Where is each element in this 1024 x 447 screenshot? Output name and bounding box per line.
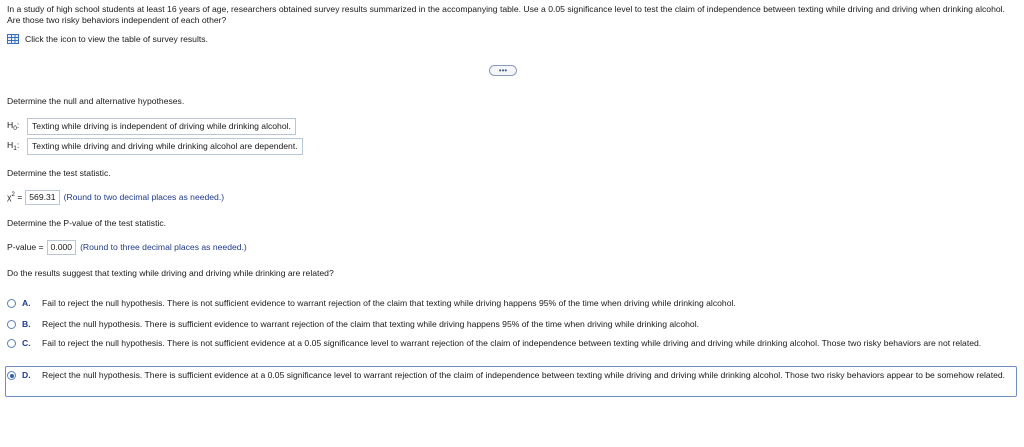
statistic-row: [7, 189, 224, 205]
pvalue-hint: (Round to three decimal places as needed.): [80, 242, 247, 252]
pvalue-row: [7, 239, 247, 255]
option-c-text[interactable]: Fail to reject the null hypothesis. There is not sufficient evidence at a 0.05 significance level to warrant rejection of the claim of independence between texting while driving and driving while drinking alcohol. Those two risky behaviors are not related.: [42, 338, 982, 348]
statistic-hint: (Round to two decimal places as needed.): [63, 192, 225, 202]
statistic-prompt: Determine the test statistic.: [7, 168, 111, 178]
option-c[interactable]: [7, 338, 1017, 349]
option-a-radio[interactable]: [7, 299, 16, 308]
test-statistic-field[interactable]: 569.31: [25, 190, 59, 205]
option-b[interactable]: [7, 319, 1017, 330]
option-c-letter: C.: [22, 338, 31, 348]
pvalue-field[interactable]: 0.000: [47, 240, 77, 255]
h0-label: $H_0$:: [7, 120, 20, 132]
h0-row: [7, 117, 296, 135]
option-a[interactable]: [7, 298, 1017, 309]
option-b-radio[interactable]: [7, 320, 16, 329]
pvalue-prompt: Determine the P-value of the test statistic.: [7, 218, 167, 228]
option-b-text[interactable]: Reject the null hypothesis. There is sufficient evidence to warrant rejection of the claim that texting while driving happens 95% of the time when driving while drinking alcohol.: [42, 319, 699, 329]
pvalue-label: P-value =: [7, 242, 44, 252]
related-question: Do the results suggest that texting while driving and driving while drinking are related?: [7, 268, 334, 278]
expand-more-button[interactable]: •••: [489, 65, 517, 76]
h1-row: [7, 137, 303, 155]
option-d-text[interactable]: Reject the null hypothesis. There is sufficient evidence at a 0.05 significance level to warrant rejection of the claim of independence between texting while driving and driving while drinking alcohol. Those two risky behaviors appear to be somehow related.: [42, 370, 1006, 380]
option-d[interactable]: [7, 370, 1017, 381]
chi-square-label: $\chi^2$ =: [7, 192, 23, 202]
problem-statement: In a study of high school students at least 16 years of age, researchers obtained survey results summarized in the accompanying table. Use a 0.05 significance level to test the claim of independence between texting while driving and driving when drinking alcohol. Are those two risky behaviors independent of each other?: [7, 4, 1005, 25]
table-icon[interactable]: [7, 34, 19, 44]
hypotheses-prompt: Determine the null and alternative hypotheses.: [7, 96, 185, 106]
option-c-radio[interactable]: [7, 339, 16, 348]
h1-label: $H_1$:: [7, 140, 20, 152]
option-a-text[interactable]: Fail to reject the null hypothesis. There is not sufficient evidence to warrant rejection of the claim that texting while driving happens 95% of the time when driving while drinking alcohol.: [42, 298, 736, 308]
h0-answer-field[interactable]: Texting while driving is independent of driving while drinking alcohol.: [27, 118, 296, 135]
table-link-text[interactable]: Click the icon to view the table of survey results.: [25, 34, 208, 44]
h1-answer-field[interactable]: Texting while driving and driving while drinking alcohol are dependent.: [27, 138, 303, 155]
option-d-letter: D.: [22, 370, 31, 380]
option-d-radio[interactable]: [7, 371, 16, 380]
option-a-letter: A.: [22, 298, 31, 308]
table-link-row[interactable]: [7, 33, 208, 45]
option-b-letter: B.: [22, 319, 31, 329]
